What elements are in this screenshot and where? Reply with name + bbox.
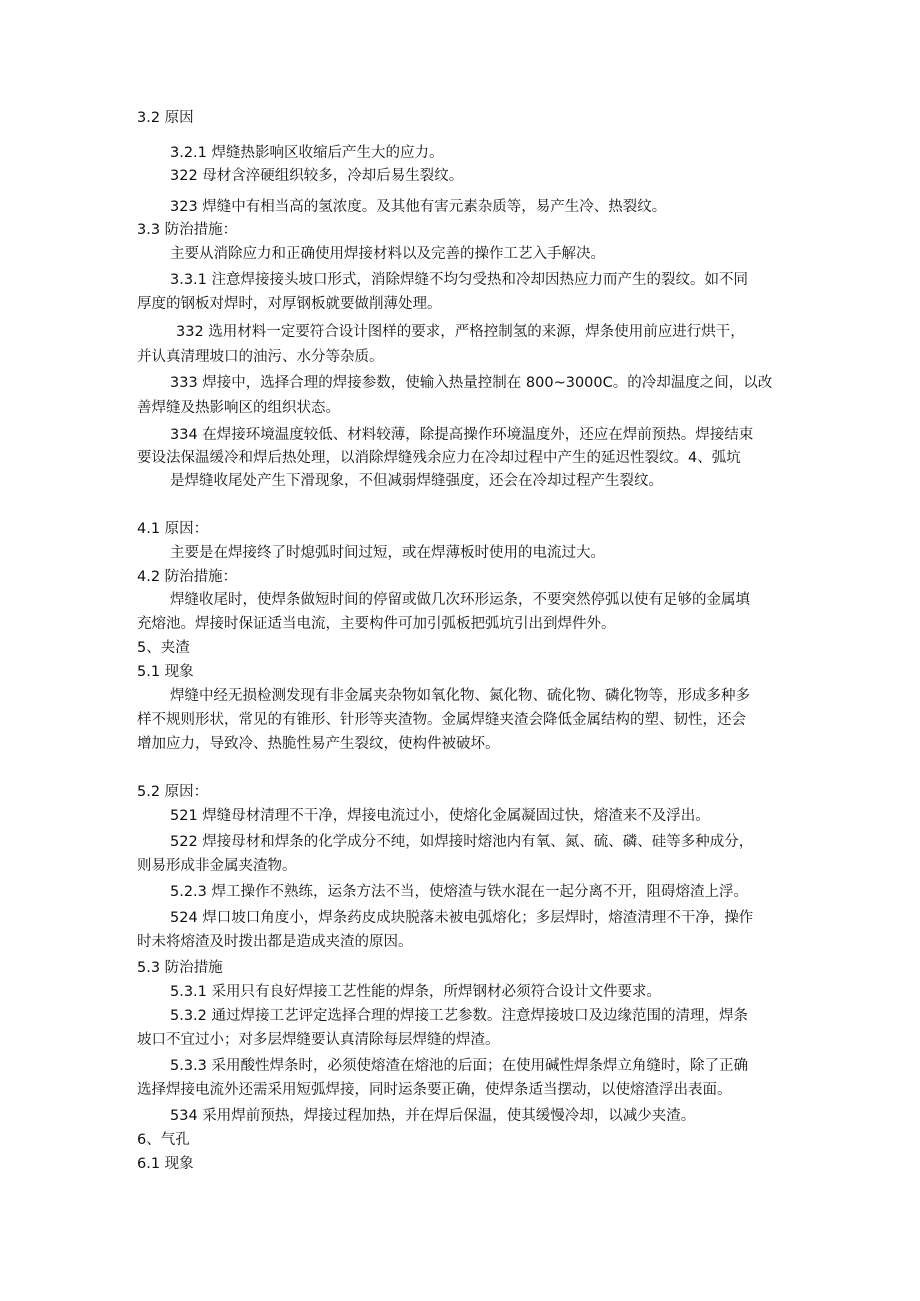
para-5-3-1: 5.3.1 采用只有良好焊接工艺性能的焊条，所焊钢材必须符合设计文件要求。 bbox=[170, 984, 662, 1000]
para-4-description: 是焊缝收尾处产生下滑现象，不但减弱焊缝强度，还会在冷却过程产生裂纹。 bbox=[170, 473, 663, 489]
para-5-3-4: 534 采用焊前预热，焊接过程加热，并在焊后保温，使其缓慢冷却，以减少夹渣。 bbox=[170, 1108, 696, 1124]
heading-5: 5、夹渣 bbox=[137, 640, 190, 656]
para-3-3-4-line2: 要设法保温缓冷和焊后热处理，以消除焊缝残余应力在冷却过程中产生的延迟性裂纹。4、弧坑 bbox=[137, 450, 741, 466]
heading-6-1: 6.1 现象 bbox=[137, 1156, 194, 1172]
para-3-3-4-line1: 334 在焊接环境温度较低、材料较薄，除提高操作环境温度外，还应在焊前预热。焊接结束 bbox=[170, 427, 754, 443]
para-3-3-1-line2: 厚度的钢板对焊时，对厚钢板就要做削薄处理。 bbox=[137, 296, 442, 312]
para-3-3-2-line2: 并认真清理坡口的油污、水分等杂质。 bbox=[137, 349, 384, 365]
heading-4-2: 4.2 防治措施： bbox=[137, 569, 238, 585]
para-3-3-intro: 主要从消除应力和正确使用焊接材料以及完善的操作工艺入手解决。 bbox=[170, 246, 605, 262]
heading-3-3: 3.3 防治措施： bbox=[137, 222, 238, 238]
para-5-3-2-line2: 坡口不宜过小；对多层焊缝要认真清除每层焊缝的焊渣。 bbox=[137, 1032, 500, 1048]
para-3-2-1: 3.2.1 焊缝热影响区收缩后产生大的应力。 bbox=[170, 145, 444, 161]
heading-3-2: 3.2 原因 bbox=[137, 110, 194, 126]
heading-5-3: 5.3 防治措施 bbox=[137, 960, 223, 976]
para-5-2-4-line1: 524 焊口坡口角度小，焊条药皮成块脱落未被电弧熔化；多层焊时，熔渣清理不干净，操作 bbox=[170, 910, 754, 926]
heading-4-1: 4.1 原因： bbox=[137, 521, 209, 537]
para-5-2-2-line1: 522 焊接母材和焊条的化学成分不纯，如焊接时熔池内有氧、氮、硫、磷、硅等多种成分， bbox=[170, 834, 754, 850]
para-5-3-2-line1: 5.3.2 通过焊接工艺评定选择合理的焊接工艺参数。注意焊接坡口及边缘范围的清理，焊条 bbox=[170, 1008, 748, 1024]
para-3-3-2-line1: 332 选用材料一定要符合设计图样的要求，严格控制氢的来源，焊条使用前应进行烘干， bbox=[176, 324, 745, 340]
para-5-2-1: 521 焊缝母材清理不干净，焊接电流过小，使熔化金属凝固过快，熔渣来不及浮出。 bbox=[170, 808, 710, 824]
para-3-2-2: 322 母材含淬硬组织较多，冷却后易生裂纹。 bbox=[170, 168, 464, 184]
para-4-2-line2: 充熔池。焊接时保证适当电流，主要构件可加引弧板把弧坑引出到焊件外。 bbox=[137, 616, 616, 632]
para-5-1-line1: 焊缝中经无损检测发现有非金属夹杂物如氧化物、氮化物、硫化物、磷化物等，形成多种多 bbox=[170, 688, 750, 704]
heading-6: 6、气孔 bbox=[137, 1132, 190, 1148]
para-5-2-3: 5.2.3 焊工操作不熟练，运条方法不当，使熔渣与铁水混在一起分离不开，阻碍熔渣上浮。 bbox=[170, 884, 748, 900]
para-4-1: 主要是在焊接终了时熄弧时间过短，或在焊薄板时使用的电流过大。 bbox=[170, 545, 605, 561]
para-3-3-1-line1: 3.3.1 注意焊接接头坡口形式，消除焊缝不均匀受热和冷却因热应力而产生的裂纹。如不同 bbox=[170, 272, 748, 288]
para-3-3-3-line2: 善焊缝及热影响区的组织状态。 bbox=[137, 400, 340, 416]
heading-5-2: 5.2 原因： bbox=[137, 784, 209, 800]
para-5-2-4-line2: 时未将熔渣及时拨出都是造成夹渣的原因。 bbox=[137, 934, 413, 950]
para-3-3-3-line1: 333 焊接中，选择合理的焊接参数，使输入热量控制在 800~3000C。的冷却温度之间，以改 bbox=[170, 375, 773, 391]
para-4-2-line1: 焊缝收尾时，使焊条做短时间的停留或做几次环形运条，不要突然停弧以使有足够的金属填 bbox=[170, 592, 750, 608]
para-3-2-3: 323 焊缝中有相当高的氢浓度。及其他有害元素杂质等，易产生冷、热裂纹。 bbox=[170, 199, 667, 215]
para-5-3-3-line2: 选择焊接电流外还需采用短弧焊接，同时运条要正确，使焊条适当摆动，以使熔渣浮出表面。 bbox=[137, 1082, 732, 1098]
para-5-3-3-line1: 5.3.3 采用酸性焊条时，必须使熔渣在熔池的后面；在使用碱性焊条焊立角缝时，除了正确 bbox=[170, 1058, 748, 1074]
para-5-1-line2: 样不规则形状，常见的有锥形、针形等夹渣物。金属焊缝夹渣会降低金属结构的塑、韧性，还会 bbox=[137, 712, 746, 728]
para-5-2-2-line2: 则易形成非金属夹渣物。 bbox=[137, 858, 297, 874]
heading-5-1: 5.1 现象 bbox=[137, 664, 194, 680]
para-5-1-line3: 增加应力，导致冷、热脆性易产生裂纹，使构件被破坏。 bbox=[137, 736, 500, 752]
